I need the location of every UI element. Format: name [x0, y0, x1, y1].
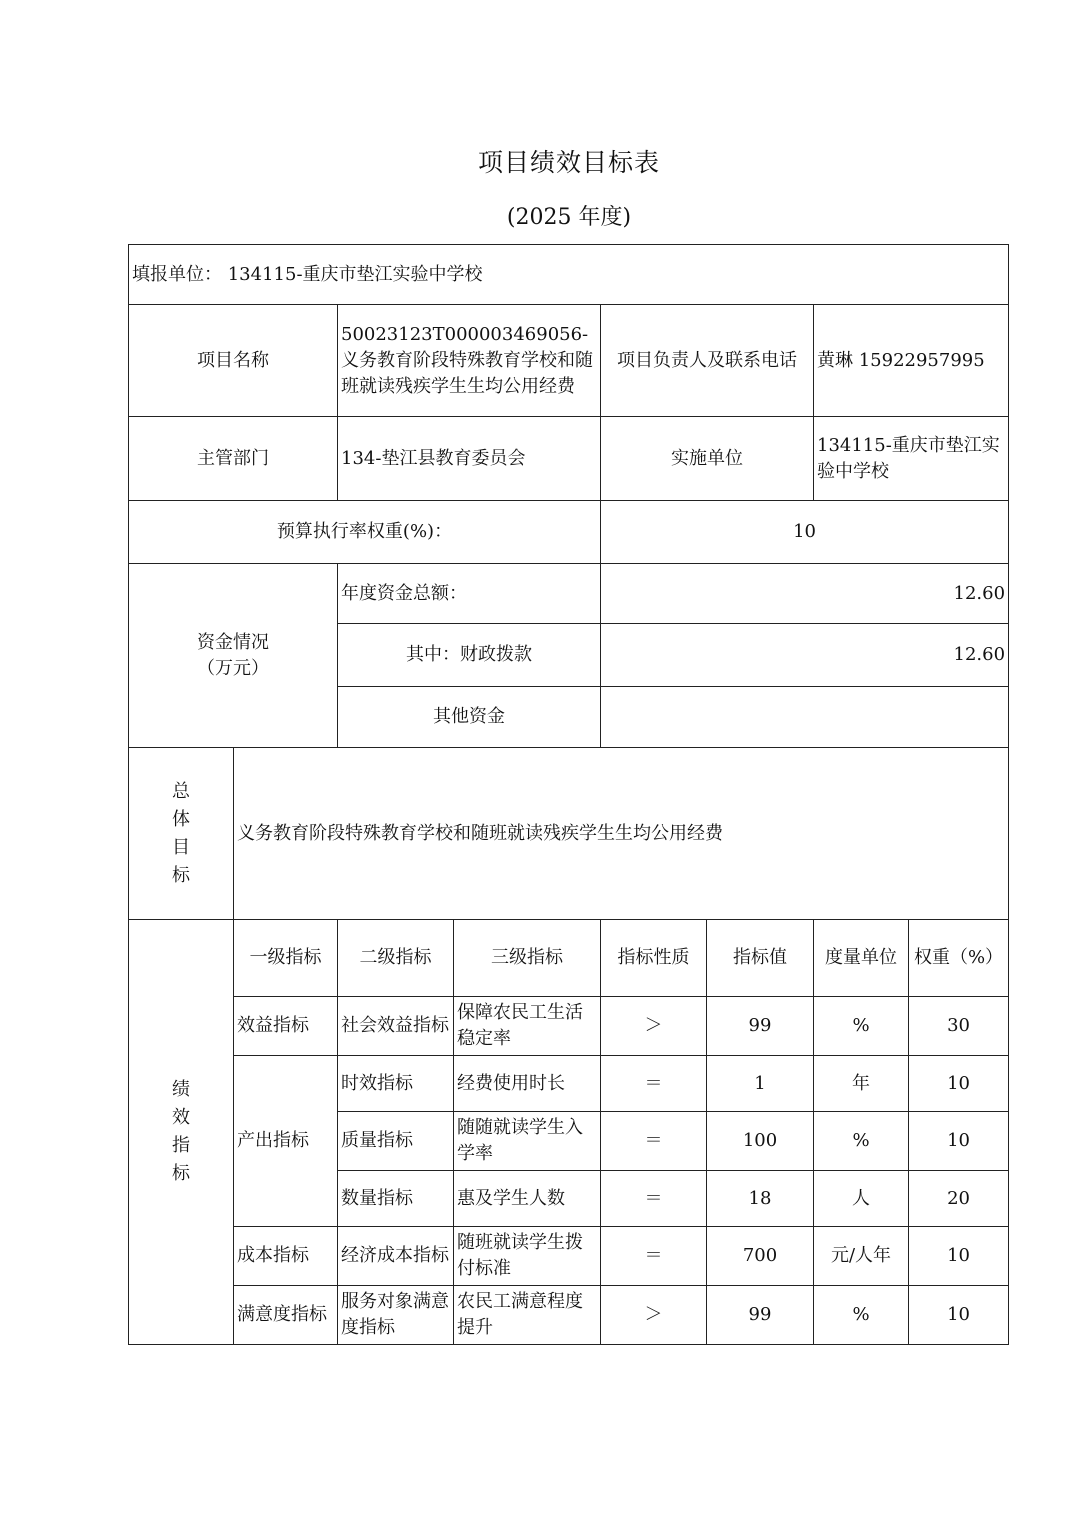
overall-goal-char: 标	[172, 864, 190, 886]
impl-unit-label: 实施单位	[601, 417, 814, 501]
value-cell: 100	[707, 1112, 814, 1171]
weight-cell: 20	[909, 1171, 1009, 1227]
value-cell: 700	[707, 1227, 814, 1286]
reporting-unit-label: 填报单位：	[132, 263, 222, 285]
level2-cell: 数量指标	[338, 1171, 454, 1227]
header-nature: 指标性质	[601, 920, 707, 997]
level2-cell: 经济成本指标	[338, 1227, 454, 1286]
contact-label: 项目负责人及联系电话	[601, 305, 814, 417]
project-name-value: 50023123T000003469056-义务教育阶段特殊教育学校和随班就读残疾学生生均公用经费	[338, 305, 601, 417]
overall-goal-char: 目	[172, 836, 190, 858]
table-row	[129, 1227, 1009, 1286]
nature-cell: ＝	[601, 1171, 707, 1227]
funds-unit: （万元）	[197, 657, 269, 679]
overall-goal-char: 体	[172, 808, 190, 830]
level1-cell: 效益指标	[234, 997, 338, 1056]
indicators-char: 指	[172, 1135, 190, 1156]
level2-cell: 社会效益指标	[338, 997, 454, 1056]
table-row	[129, 1286, 1009, 1345]
unit-cell: 元/人年	[814, 1227, 909, 1286]
header-unit: 度量单位	[814, 920, 909, 997]
header-level1: 一级指标	[234, 920, 338, 997]
unit-cell: 年	[814, 1056, 909, 1112]
header-weight: 权重（%）	[909, 920, 1009, 997]
impl-unit-value: 134115-重庆市垫江实验中学校	[814, 417, 1009, 501]
funds-total-label: 年度资金总额：	[338, 564, 601, 624]
nature-cell: ＞	[601, 997, 707, 1056]
level1-cell: 成本指标	[234, 1227, 338, 1286]
level3-cell: 保障农民工生活稳定率	[454, 997, 601, 1056]
page-subtitle: (2025 年度)	[506, 205, 632, 230]
reporting-unit-cell	[129, 245, 1009, 305]
value-cell: 99	[707, 997, 814, 1056]
performance-table	[128, 244, 1009, 1345]
project-name-label: 项目名称	[129, 305, 338, 417]
unit-cell: 人	[814, 1171, 909, 1227]
value-cell: 18	[707, 1171, 814, 1227]
table-row	[129, 997, 1009, 1056]
indicators-char: 效	[172, 1107, 190, 1128]
indicators-label	[129, 920, 234, 1345]
level3-cell: 随随就读学生入学率	[454, 1112, 601, 1171]
level3-cell: 随班就读学生拨付标准	[454, 1227, 601, 1286]
weight-cell: 10	[909, 1112, 1009, 1171]
page-title: 项目绩效目标表	[477, 148, 660, 177]
funds-fiscal-value: 12.60	[601, 624, 1009, 687]
budget-rate-label: 预算执行率权重(%)：	[129, 501, 601, 564]
header-level2: 二级指标	[338, 920, 454, 997]
level2-cell: 服务对象满意度指标	[338, 1286, 454, 1345]
nature-cell: ＞	[601, 1286, 707, 1345]
header-level3: 三级指标	[454, 920, 601, 997]
value-cell: 1	[707, 1056, 814, 1112]
budget-rate-value: 10	[601, 501, 1009, 564]
level2-cell: 时效指标	[338, 1056, 454, 1112]
funds-total-value: 12.60	[601, 564, 1009, 624]
nature-cell: ＝	[601, 1227, 707, 1286]
indicators-char: 绩	[172, 1079, 190, 1100]
contact-value: 黄琳 15922957995	[814, 305, 1009, 417]
dept-label: 主管部门	[129, 417, 338, 501]
weight-cell: 10	[909, 1056, 1009, 1112]
level1-cell: 产出指标	[234, 1056, 338, 1227]
funds-label-cell	[129, 564, 338, 748]
unit-cell: %	[814, 997, 909, 1056]
weight-cell: 10	[909, 1227, 1009, 1286]
nature-cell: ＝	[601, 1112, 707, 1171]
overall-goal-value: 义务教育阶段特殊教育学校和随班就读残疾学生生均公用经费	[234, 748, 1009, 920]
header-value: 指标值	[707, 920, 814, 997]
value-cell: 99	[707, 1286, 814, 1345]
reporting-unit-value: 134115-重庆市垫江实验中学校	[227, 263, 483, 285]
level2-cell: 质量指标	[338, 1112, 454, 1171]
funds-other-label: 其他资金	[338, 687, 601, 748]
overall-goal-char: 总	[172, 780, 190, 802]
weight-cell: 30	[909, 997, 1009, 1056]
unit-cell: %	[814, 1112, 909, 1171]
weight-cell: 10	[909, 1286, 1009, 1345]
overall-goal-label	[129, 748, 234, 920]
nature-cell: ＝	[601, 1056, 707, 1112]
indicators-char: 标	[172, 1163, 190, 1184]
funds-fiscal-label: 其中：财政拨款	[338, 624, 601, 687]
level1-cell: 满意度指标	[234, 1286, 338, 1345]
level3-cell: 农民工满意程度提升	[454, 1286, 601, 1345]
funds-other-value	[601, 687, 1009, 748]
funds-label: 资金情况	[197, 631, 269, 653]
level3-cell: 经费使用时长	[454, 1056, 601, 1112]
level3-cell: 惠及学生人数	[454, 1171, 601, 1227]
dept-value: 134-垫江县教育委员会	[338, 417, 601, 501]
table-row	[129, 1056, 1009, 1112]
unit-cell: %	[814, 1286, 909, 1345]
